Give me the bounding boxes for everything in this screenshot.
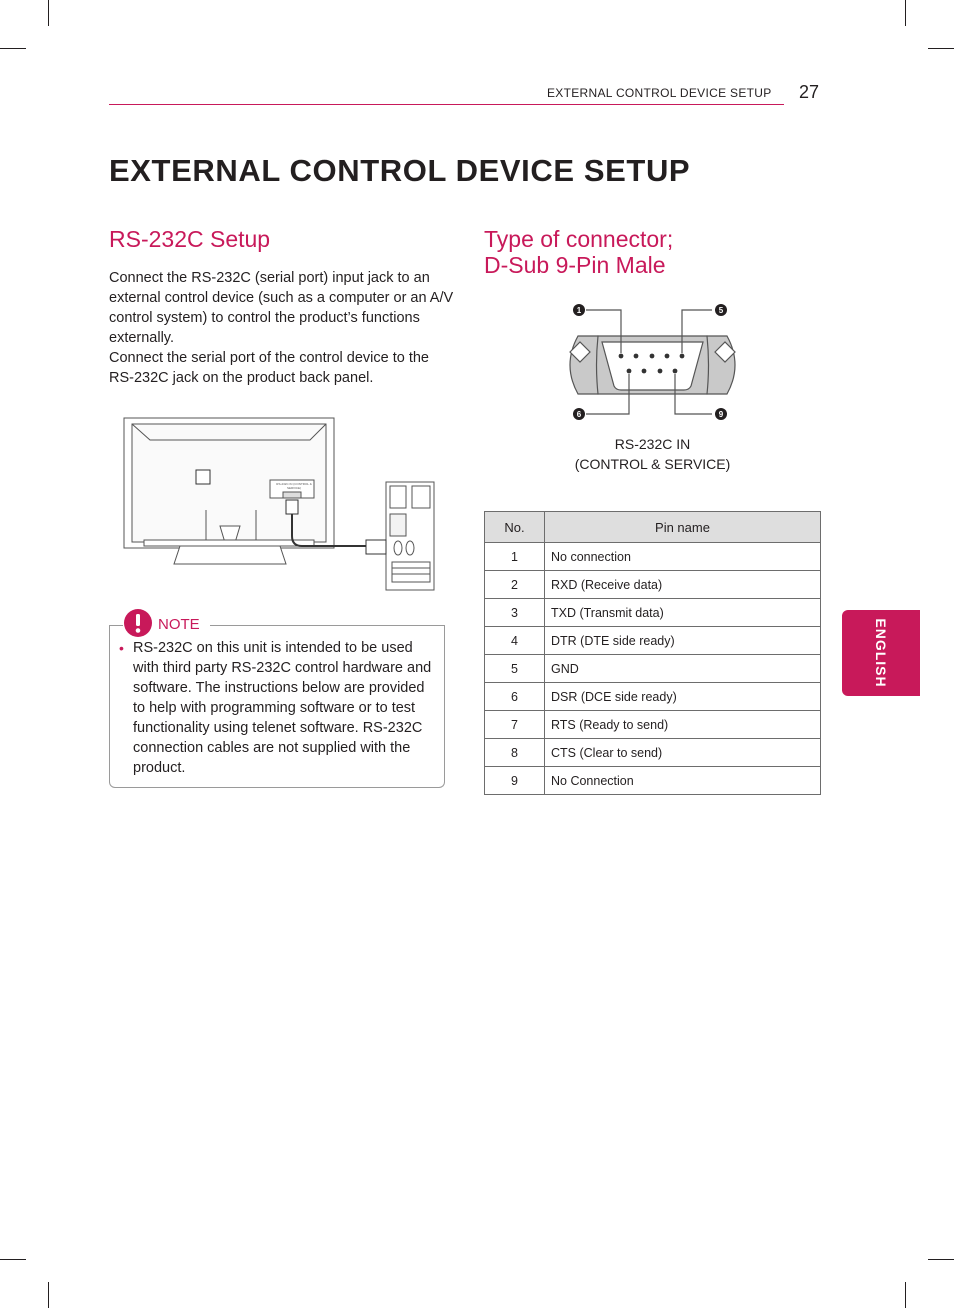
pin-number: 5 <box>485 655 545 683</box>
column-header-pin-name: Pin name <box>545 512 821 543</box>
page-number: 27 <box>799 82 820 102</box>
table-row <box>485 627 821 655</box>
page-title: EXTERNAL CONTROL DEVICE SETUP <box>109 153 691 188</box>
pin-name: DSR (DCE side ready) <box>545 683 821 711</box>
header-rule <box>109 104 784 105</box>
rs232-setup-heading: RS-232C Setup <box>109 226 271 252</box>
connector-heading-line-1: Type of connector; <box>484 226 674 252</box>
pin-name: RTS (Ready to send) <box>545 711 821 739</box>
callout-pin-5: 5 <box>718 306 724 315</box>
pin-number: 1 <box>485 543 545 571</box>
note-bullet: • <box>119 640 124 656</box>
note-exclamation-icon <box>123 608 153 638</box>
crop-mark <box>48 1282 49 1308</box>
connector-caption <box>560 434 745 474</box>
pin-name: No Connection <box>545 767 821 795</box>
crop-mark <box>0 1259 26 1260</box>
table-row <box>485 683 821 711</box>
table-header-row <box>485 512 821 543</box>
table-row <box>485 739 821 767</box>
connector-heading-line-2: D-Sub 9-Pin Male <box>484 252 666 278</box>
pin-number: 6 <box>485 683 545 711</box>
running-header: EXTERNAL CONTROL DEVICE SETUP <box>547 86 772 100</box>
crop-mark <box>928 48 954 49</box>
table-row <box>485 767 821 795</box>
crop-mark <box>928 1259 954 1260</box>
connector-caption-line-2: (CONTROL & SERVICE) <box>574 456 731 472</box>
crop-mark <box>48 0 49 26</box>
crop-mark <box>0 48 26 49</box>
pin-name: RXD (Receive data) <box>545 571 821 599</box>
callout-pin-9: 9 <box>718 410 724 419</box>
rs232-setup-body <box>109 268 454 388</box>
pin-number: 8 <box>485 739 545 767</box>
rs232-setup-paragraph-2: Connect the serial port of the control device to the RS-232C jack on the product back panel. <box>109 350 429 386</box>
tv-panel-label: RS-232C IN (CONTROL & SERVICE) <box>276 482 312 490</box>
pin-number: 3 <box>485 599 545 627</box>
pin-number: 2 <box>485 571 545 599</box>
table-row <box>485 571 821 599</box>
rs232-setup-paragraph-1: Connect the RS-232C (serial port) input jack to an external control device (such as a computer or an A/V control system) to control the product’s functions externally. <box>109 270 454 346</box>
pin-name: TXD (Transmit data) <box>545 599 821 627</box>
language-side-tab <box>842 610 920 696</box>
tv-pc-connection-illustration <box>120 414 440 594</box>
crop-mark <box>905 0 906 26</box>
pin-name: CTS (Clear to send) <box>545 739 821 767</box>
dsub-connector-diagram <box>560 298 745 428</box>
callout-pin-1: 1 <box>576 306 582 315</box>
table-row <box>485 543 821 571</box>
pin-name: No connection <box>545 543 821 571</box>
connector-caption-line-1: RS-232C IN <box>614 436 691 452</box>
table-row <box>485 711 821 739</box>
pin-name: GND <box>545 655 821 683</box>
pin-table <box>484 511 821 795</box>
table-row <box>485 599 821 627</box>
column-header-no: No. <box>485 512 545 543</box>
pin-number: 7 <box>485 711 545 739</box>
table-row <box>485 655 821 683</box>
note-label: NOTE <box>158 616 200 633</box>
pin-name: DTR (DTE side ready) <box>545 627 821 655</box>
crop-mark <box>905 1282 906 1308</box>
language-side-tab-label: ENGLISH <box>873 618 889 688</box>
pin-number: 9 <box>485 767 545 795</box>
callout-pin-6: 6 <box>576 410 582 419</box>
note-text: RS-232C on this unit is intended to be used with third party RS-232C control hardware and software. The instructions below are provided to help with programming software or to test functionality using telenet software. RS-232C connection cables are not supplied with the product. <box>133 640 432 776</box>
pin-number: 4 <box>485 627 545 655</box>
